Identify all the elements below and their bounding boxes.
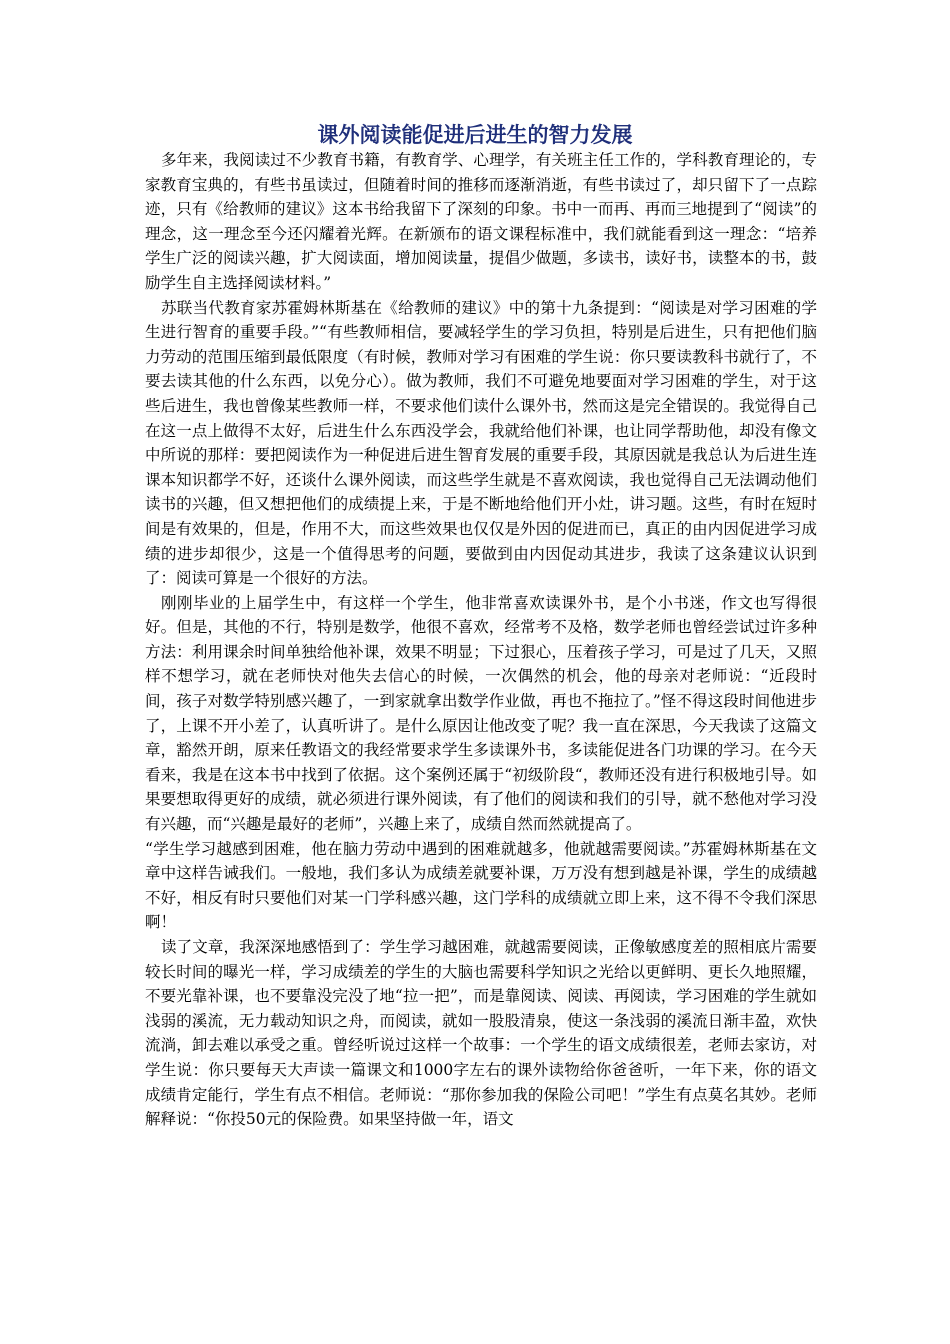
paragraph-4: “学生学习越感到困难，他在脑力劳动中遇到的困难就越多，他就越需要阅读。”苏霍姆林斯基在文章中这样告诫我们。一般地，我们多认为成绩差就要补课，万万没有想到越是补课，学生的成绩越不好，相反有时只要他们对某一门学科感兴趣，这门学科的成绩就立即上来，这不得不令我们深思啊！ (145, 839, 817, 932)
document-title: 课外阅读能促进后进生的智力发展 (317, 123, 633, 147)
paragraph-5: 读了文章，我深深地感悟到了：学生学习越困难，就越需要阅读，正像敏感度差的照相底片需要较长时间的曝光一样，学习成绩差的学生的大脑也需要科学知识之光给以更鲜明、更长久地照耀，不要光靠补课，也不要靠没完没了地“拉一把”，而是靠阅读、阅读、再阅读，学习困难的学生就如浅弱的溪流，无力载动知识之舟，而阅读，就如一股股清泉，使这一条浅弱的溪流日渐丰盈，欢快流淌，卸去难以承受之重。曾经听说过这样一个故事：一个学生的语文成绩很差，老师去家访，对学生说：你只要每天大声读一篇课文和1000字左右的课外读物给你爸爸听，一年下来，你的语文成绩肯定能行，学生有点不相信。老师说：“那你参加我的保险公司吧！”学生有点莫名其妙。老师解释说：“你投50元的保险费。如果坚持做一年，语文 (145, 938, 817, 1129)
paragraph-2: 苏联当代教育家苏霍姆林斯基在《给教师的建议》中的第十九条提到：“阅读是对学习困难的学生进行智育的重要手段。”“有些教师相信，要减轻学生的学习负担，特别是后进生，只有把他们脑力劳动的范围压缩到最低限度（有时候，教师对学习有困难的学生说：你只要读教科书就行了，不要去读其他的什么东西，以免分心）。做为教师，我们不可避免地要面对学习困难的学生，对于这些后进生，我也曾像某些教师一样，不要求他们读什么课外书，然而这是完全错误的。我觉得自己在这一点上做得不太好，后进生什么东西没学会，我就给他们补课，也让同学帮助他，却没有像文中所说的那样：要把阅读作为一种促进后进生智育发展的重要手段，其原因就是我总认为后进生连课本知识都学不好，还谈什么课外阅读，而这些学生就是不喜欢阅读，我也觉得自己无法调动他们读书的兴趣，但又想把他们的成绩提上来，于是不断地给他们开小灶，讲习题。这些，有时在短时间是有效果的，但是，作用不大，而这些效果也仅仅是外因的促进而已，真正的由内因促进学习成绩的进步却很少，这是一个值得思考的问题，要做到由内因促动其进步，我读了这条建议认识到了：阅读可算是一个很好的方法。 (145, 298, 817, 588)
document-body (145, 148, 817, 1132)
paragraph-1: 多年来，我阅读过不少教育书籍，有教育学、心理学，有关班主任工作的，学科教育理论的，专家教育宝典的，有些书虽读过，但随着时间的推移而逐渐消逝，有些书读过了，却只留下了一点踪迹，只有《给教师的建议》这本书给我留下了深刻的印象。书中一而再、再而三地提到了“阅读”的理念，这一理念至今还闪耀着光辉。在新颁布的语文课程标准中，我们就能看到这一理念：“培养学生广泛的阅读兴趣，扩大阅读面，增加阅读量，提倡少做题，多读书，读好书，读整本的书，鼓励学生自主选择阅读材料。” (145, 151, 817, 292)
paragraph-3: 刚刚毕业的上届学生中，有这样一个学生，他非常喜欢读课外书，是个小书迷，作文也写得很好。但是，其他的不行，特别是数学，他很不喜欢，经常考不及格，数学老师也曾经尝试过许多种方法：利用课余时间单独给他补课，效果不明显；下过狠心，压着孩子学习，可是过了几天，又照样不想学习，就在老师快对他失去信心的时候，一次偶然的机会，他的母亲对老师说：“近段时间，孩子对数学特别感兴趣了，一到家就拿出数学作业做，再也不拖拉了。”怪不得这段时间他进步了，上课不开小差了，认真听讲了。是什么原因让他改变了呢？我一直在深思，今天我读了这篇文章，豁然开朗，原来任教语文的我经常要求学生多读课外书，多读能促进各门功课的学习。在今天看来，我是在这本书中找到了依据。这个案例还属于“初级阶段“，教师还没有进行积极地引导。如果要想取得更好的成绩，就必须进行课外阅读，有了他们的阅读和我们的引导，就不愁他对学习没有兴趣，而“兴趣是最好的老师”，兴趣上来了，成绩自然而然就提高了。 (145, 593, 817, 834)
